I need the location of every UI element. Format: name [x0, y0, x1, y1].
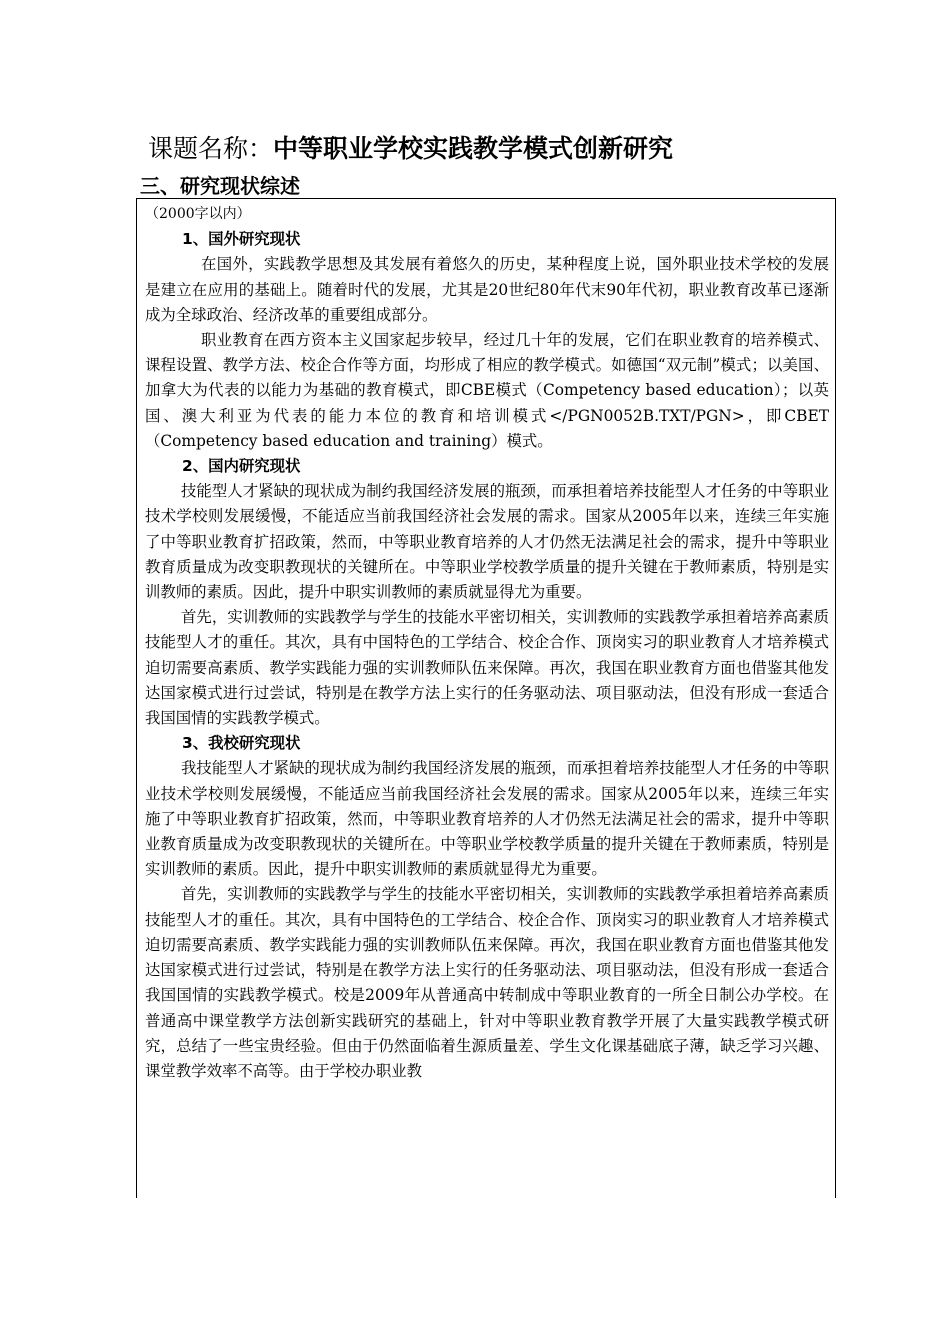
subsection-heading-domestic: 2、国内研究现状 [182, 457, 301, 476]
title-value: 中等职业学校实践教学模式创新研究 [273, 134, 674, 163]
paragraph: 首先，实训教师的实践教学与学生的技能水平密切相关，实训教师的实践教学承担着培养高素质技能型人才的重任。其次，具有中国特色的工学结合、校企合作、顶岗实习的职业教育人才培养模式迫切需要高素质、教学实践能力强的实训教师队伍来保障。再次，我国在职业教育方面也借鉴其他发达国家模式进行过尝试，特别是在教学方法上实行的任务驱动法、项目驱动法，但没有形成一套适合我国国情的实践教学模式。校是2009年从普通高中转制成中等职业教育的一所全日制公办学校。在普通高中课堂教学方法创新实践研究的基础上，针对中等职业教育教学开展了大量实践教学模式研究，总结了一些宝贵经验。但由于仍然面临着生源质量差、学生文化课基础底子薄，缺乏学习兴趣、课堂教学效率不高等。由于学校办职业教 [145, 885, 829, 1080]
document-title [148, 133, 673, 165]
content-body [145, 202, 829, 1084]
paragraph: 技能型人才紧缺的现状成为制约我国经济发展的瓶颈，而承担着培养技能型人才任务的中等职业技术学校则发展缓慢，不能适应当前我国经济社会发展的需求。国家从2005年以来，连续三年实施了中等职业教育扩招政策，然而，中等职业教育培养的人才仍然无法满足社会的需求，提升中等职业教育质量成为改变职教现状的关键所在。中等职业学校教学质量的提升关键在于教师素质，特别是实训教师的素质。因此，提升中职实训教师的素质就显得尤为重要。 [145, 482, 829, 602]
paragraph: 首先，实训教师的实践教学与学生的技能水平密切相关，实训教师的实践教学承担着培养高素质技能型人才的重任。其次，具有中国特色的工学结合、校企合作、顶岗实习的职业教育人才培养模式迫切需要高素质、教学实践能力强的实训教师队伍来保障。再次，我国在职业教育方面也借鉴其他发达国家模式进行过尝试，特别是在教学方法上实行的任务驱动法、项目驱动法，但没有形成一套适合我国国情的实践教学模式。 [145, 608, 829, 728]
paragraph: 我技能型人才紧缺的现状成为制约我国经济发展的瓶颈，而承担着培养技能型人才任务的中等职业技术学校则发展缓慢，不能适应当前我国经济社会发展的需求。国家从2005年以来，连续三年实施了中等职业教育扩招政策，然而，中等职业教育培养的人才仍然无法满足社会的需求，提升中等职业教育质量成为改变职教现状的关键所在。中等职业学校教学质量的提升关键在于教师素质，特别是实训教师的素质。因此，提升中职实训教师的素质就显得尤为重要。 [145, 759, 829, 879]
subsection-heading-school: 3、我校研究现状 [182, 734, 301, 753]
word-limit-note: （2000字以内） [145, 206, 251, 222]
content-box [136, 198, 836, 1198]
title-label: 课题名称： [148, 134, 274, 163]
paragraph: 职业教育在西方资本主义国家起步较早，经过几十年的发展，它们在职业教育的培养模式、课程设置、教学方法、校企合作等方面，均形成了相应的教学模式。如德国“双元制”模式；以美国、加拿大为代表的以能力为基础的教育模式，即CBE模式（Competency based education）；以英国、澳大利亚为代表的能力本位的教育和培训模式</PGN0052B.TXT/PGN>，即CBET（Competency based education and training）模式。 [145, 331, 829, 450]
subsection-heading-foreign: 1、国外研究现状 [182, 230, 301, 249]
paragraph: 在国外，实践教学思想及其发展有着悠久的历史，某种程度上说，国外职业技术学校的发展是建立在应用的基础上。随着时代的发展，尤其是20世纪80年代末90年代初，职业教育改革已逐渐成为全球政治、经济改革的重要组成部分。 [145, 255, 829, 324]
section-heading: 三、研究现状综述 [140, 174, 300, 198]
